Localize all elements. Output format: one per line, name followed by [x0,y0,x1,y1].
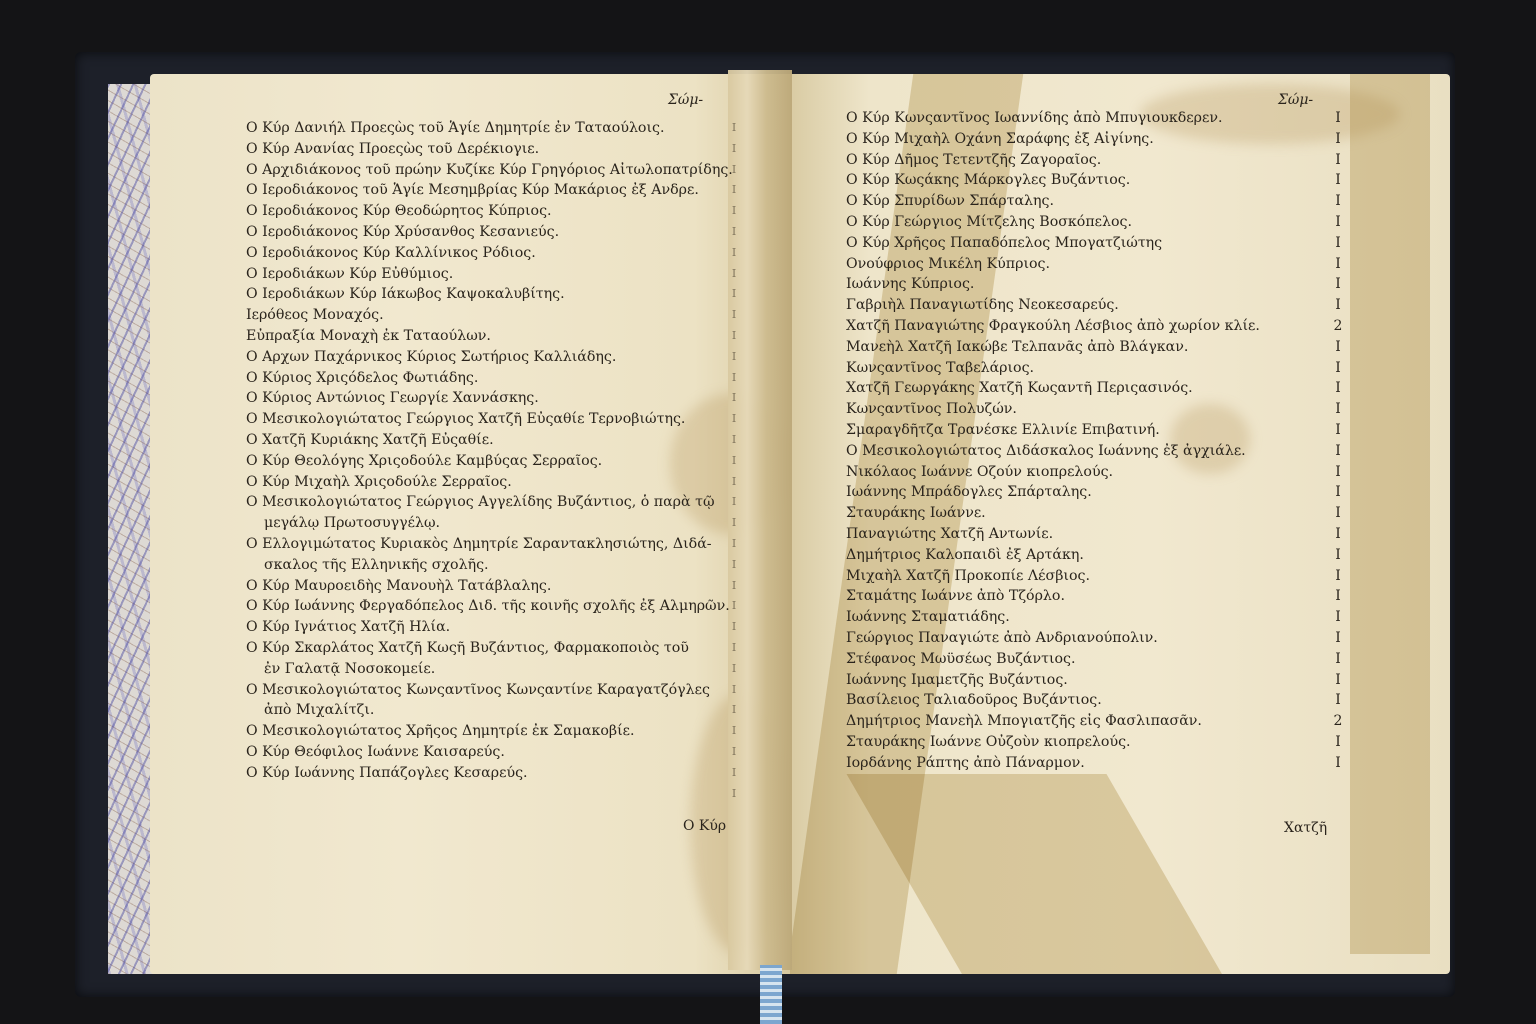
name-entry: Ονούφριος Μικέλη Κύπριος. [846,255,1051,272]
copy-count: I [731,682,737,696]
copy-count: I [1335,213,1341,230]
name-entry: Ο Κύρ Ιγνάτιος Χατζῆ Ηλία. [246,619,451,636]
name-entry: Ιωάννης Κύπριος. [846,276,975,293]
left-page-header: Σώμ- [668,92,704,108]
copy-count: I [731,640,737,654]
copy-count: I [1335,359,1341,376]
copy-count: I [731,141,737,155]
name-entry: Γαβριὴλ Παναγιωτίδης Νεοκεσαρεύς. [846,297,1119,314]
name-entry: Ο Μεσικολογιώτατος Γεώργιος Χατζῆ Εὐςαθίε Τερνοβιώτης. [246,411,686,428]
name-entry: Ο Ιεροδιάκονος Κύρ Καλλίνικος Ρόδιος. [246,244,536,261]
copy-count: I [1335,255,1341,272]
copy-count: 2 [1333,317,1343,334]
name-entry: Ο Κύρ Σπυρίδων Σπάρταλης. [846,193,1054,210]
right-catchword: Χατζῆ [1284,820,1328,836]
name-entry: Παναγιώτης Χατζῆ Αντωνίε. [846,525,1054,542]
name-entry: σκαλος τῆς Ελληνικῆς σχολῆς. [264,556,489,573]
copy-count: I [1335,671,1341,688]
name-entry: Μιχαὴλ Χατζῆ Προκοπίε Λέσβιος. [846,567,1090,584]
name-entry: Ο Μεσικολογιώτατος Διδάσκαλος Ιωάννης ἐξ ἀγχιάλε. [846,442,1246,459]
copy-count: I [1335,650,1341,667]
name-entry: Ο Ιεροδιάκονος τοῦ Ἁγίε Μεσημβρίας Κύρ Μακάριος ἐξ Ανδρε. [246,182,699,199]
copy-count: I [1335,546,1341,563]
name-entry: Ιωάννης Ιμαμετζῆς Βυζάντιος. [846,671,1068,688]
name-entry: Ο Κύρ Ιωάννης Παπάζογλες Κεσαρεύς. [246,764,528,781]
right-page-header: Σώμ- [1278,92,1314,108]
name-entry: Ο Μεσικολογιώτατος Γεώργιος Αγγελίδης Βυζάντιος, ὁ παρὰ τῷ [246,494,715,511]
name-entry: Ιωάννης Σταματιάδης. [846,609,1010,626]
name-entry: Ιορδάνης Ράπτης ἀπὸ Πάναρμον. [846,754,1085,771]
copy-count: I [1335,421,1341,438]
name-entry: Σμαραγδῆτζα Τρανέσκε Ελλινίε Επιβατινή. [846,421,1160,438]
name-entry: Ο Μεσικολογιώτατος Χρῆςος Δημητρίε ἐκ Σαμακοβίε. [246,723,635,740]
copy-count: I [731,287,737,301]
copy-count: I [731,349,737,363]
copy-count: I [1335,733,1341,750]
name-entry: Ιωάννης Μπράδογλες Σπάρταλης. [846,484,1092,501]
copy-count: I [731,412,737,426]
copy-count: I [731,744,737,758]
copy-count: I [1335,151,1341,168]
name-entry: Ο Αρχων Παχάρνικος Κύριος Σωτήριος Καλλιάδης. [246,348,617,365]
copy-count: I [731,370,737,384]
name-entry: Βασίλειος Ταλιαδοῦρος Βυζάντιος. [846,692,1102,709]
name-entry: Ο Κύρ Ανανίας Προεςὼς τοῦ Δερέκιογιε. [246,140,540,157]
name-entry: Ο Κύρ Γεώργιος Μίτζελης Βοσκόπελος. [846,213,1133,230]
name-entry: Ο Κύρ Θεόφιλος Ιωάννε Καισαρεύς. [246,743,505,760]
copy-count: I [731,786,737,800]
name-entry: Σταυράκης Ιωάννε Οὐζοὺν κιοπρελούς. [846,733,1131,750]
name-entry: ἐν Γαλατᾷ Νοσοκομείε. [264,660,436,677]
name-entry: Ο Μεσικολογιώτατος Κωνςαντῖνος Κωνςαντίνε Καραγατζόγλες [246,681,710,698]
name-entry: Ο Κύρ Δῆμος Τετεντζῆς Ζαγοραῖος. [846,151,1102,168]
name-entry: Ο Ιεροδιάκων Κύρ Εὐθύμιος. [246,265,454,282]
copy-count: I [1335,401,1341,418]
copy-count: I [731,557,737,571]
copy-count: I [1335,505,1341,522]
copy-count: I [1335,442,1341,459]
right-count-column [1330,108,1346,774]
bookmark-ribbon [760,965,782,1024]
copy-count: I [1335,609,1341,626]
name-entry: ἀπὸ Μιχαλίτζι. [264,702,375,719]
left-name-list [246,118,733,784]
copy-count: I [731,245,737,259]
name-entry: Ο Ελλογιμώτατος Κυριακὸς Δημητρίε Σαραντακλησιώτης, Διδά- [246,535,712,552]
name-entry: Ο Κύρ Κωνςαντῖνος Ιωαννίδης ἀπὸ Μπυγιουκδερεν. [846,110,1223,126]
copy-count: I [731,703,737,717]
copy-count: I [1335,193,1341,210]
name-entry: Ο Κύρ Κωςάκης Μάρκογλες Βυζάντιος. [846,172,1131,189]
name-entry: Δημήτριος Μανεὴλ Μπογιατζῆς εἰς Φασλιπασᾶν. [846,713,1202,730]
name-entry: Ο Ιεροδιάκονος Κύρ Θεοδώρητος Κύπριος. [246,203,552,220]
name-entry: Ο Χατζῆ Κυριάκης Χατζῆ Εὐςαθίε. [246,431,494,448]
copy-count: I [731,661,737,675]
copy-count: I [731,474,737,488]
name-entry: Ο Κύρ Δανιήλ Προεςὼς τοῦ Ἁγίε Δημητρίε ἐν Ταταούλοις. [246,120,665,136]
copy-count: I [731,391,737,405]
copy-count: I [731,599,737,613]
copy-count: I [731,121,737,134]
name-entry: Ο Κύρ Μαυροειδὴς Μανουὴλ Τατάβλαλης. [246,577,552,594]
copy-count: I [731,724,737,738]
copy-count: I [731,536,737,550]
name-entry: Δημήτριος Καλοπαιδὶ ἐξ Αρτάκη. [846,546,1084,563]
name-entry: Ο Κύρ Μιχαὴλ Χριςοδούλε Σερραῖος. [246,473,512,490]
copy-count: 2 [1333,713,1343,730]
copy-count: I [1335,567,1341,584]
copy-count: I [1335,234,1341,251]
copy-count: I [731,765,737,779]
copy-count: I [731,578,737,592]
name-entry: Νικόλαος Ιωάννε Οζούν κιοπρελούς. [846,463,1114,480]
copy-count: I [1335,110,1341,126]
name-entry: Εὐπραξία Μοναχὴ ἐκ Ταταούλων. [246,327,491,344]
name-entry: Σταυράκης Ιωάννε. [846,505,986,522]
copy-count: I [731,308,737,322]
copy-count: I [1335,754,1341,771]
name-entry: Ο Κύρ Μιχαὴλ Οχάνη Σαράφης ἐξ Αἰγίνης. [846,130,1154,147]
name-entry: Ο Ιεροδιάκων Κύρ Ιάκωβος Καψοκαλυβίτης. [246,286,565,303]
copy-count: I [731,162,737,176]
name-entry: Σταμάτης Ιωάννε ἀπὸ Τζόρλο. [846,588,1065,605]
name-entry: Ο Κύρ Ιωάννης Φεργαδόπελος Διδ. τῆς κοινῆς σχολῆς ἐξ Αλμηρῶν. [246,598,730,615]
copy-count: I [731,328,737,342]
copy-count: I [1335,172,1341,189]
gutter-count-column [728,118,740,804]
name-entry: Ο Ιεροδιάκονος Κύρ Χρύσανθος Κεσανιεύς. [246,223,560,240]
name-entry: Ο Κύριος Χριςόδελος Φωτιάδης. [246,369,479,386]
copy-count: I [1335,130,1341,147]
copy-count: I [731,224,737,238]
copy-count: I [1335,692,1341,709]
repair-tape [846,774,1233,974]
copy-count: I [731,453,737,467]
name-entry: Ο Κύρ Χρῆςος Παπαδόπελος Μπογατζιώτης [846,234,1163,251]
left-catchword: Ο Κύρ [683,818,727,834]
name-entry: Ιερόθεος Μοναχός. [246,307,384,324]
copy-count: I [731,266,737,280]
name-entry: Κωνςαντῖνος Ταβελάριος. [846,359,1035,376]
copy-count: I [731,516,737,530]
name-entry: Γεώργιος Παναγιώτε ἀπὸ Ανδριανούπολιν. [846,629,1158,646]
copy-count: I [731,495,737,509]
name-entry: Χατζῆ Γεωργάκης Χατζῆ Κωςαντῆ Περιςασινός. [846,380,1193,397]
copy-count: I [1335,525,1341,542]
name-entry: Ο Κύρ Θεολόγης Χριςοδούλε Καμβύςας Σερραῖος. [246,452,603,469]
copy-count: I [1335,463,1341,480]
copy-count: I [1335,484,1341,501]
repair-tape [1350,74,1430,954]
name-entry: Ο Κύριος Αντώνιος Γεωργίε Χαννάσκης. [246,390,539,407]
copy-count: I [1335,588,1341,605]
name-entry: Κωνςαντῖνος Πολυζών. [846,401,1017,418]
name-entry: Μανεὴλ Χατζῆ Ιακώβε Τελπανᾶς ἀπὸ Βλάγκαν. [846,338,1189,355]
copy-count: I [731,620,737,634]
copy-count: I [731,183,737,197]
copy-count: I [1335,276,1341,293]
copy-count: I [731,432,737,446]
copy-count: I [731,204,737,218]
name-entry: Χατζῆ Παναγιώτης Φραγκούλη Λέσβιος ἀπὸ χωρίον κλίε. [846,317,1260,334]
copy-count: I [1335,629,1341,646]
name-entry: Στέφανος Μωϋσέως Βυζάντιος. [846,650,1076,667]
name-entry: Ο Αρχιδιάκονος τοῦ πρώην Κυζίκε Κύρ Γρηγόριος Αἰτωλοπατρίδης. [246,161,733,178]
copy-count: I [1335,380,1341,397]
copy-count: I [1335,338,1341,355]
name-entry: Ο Κύρ Σκαρλάτος Χατζῆ Κωςῆ Βυζάντιος, Φαρμακοποιὸς τοῦ [246,639,689,656]
right-name-list [846,108,1260,774]
name-entry: μεγάλῳ Πρωτοσυγγέλῳ. [264,515,441,532]
copy-count: I [1335,297,1341,314]
